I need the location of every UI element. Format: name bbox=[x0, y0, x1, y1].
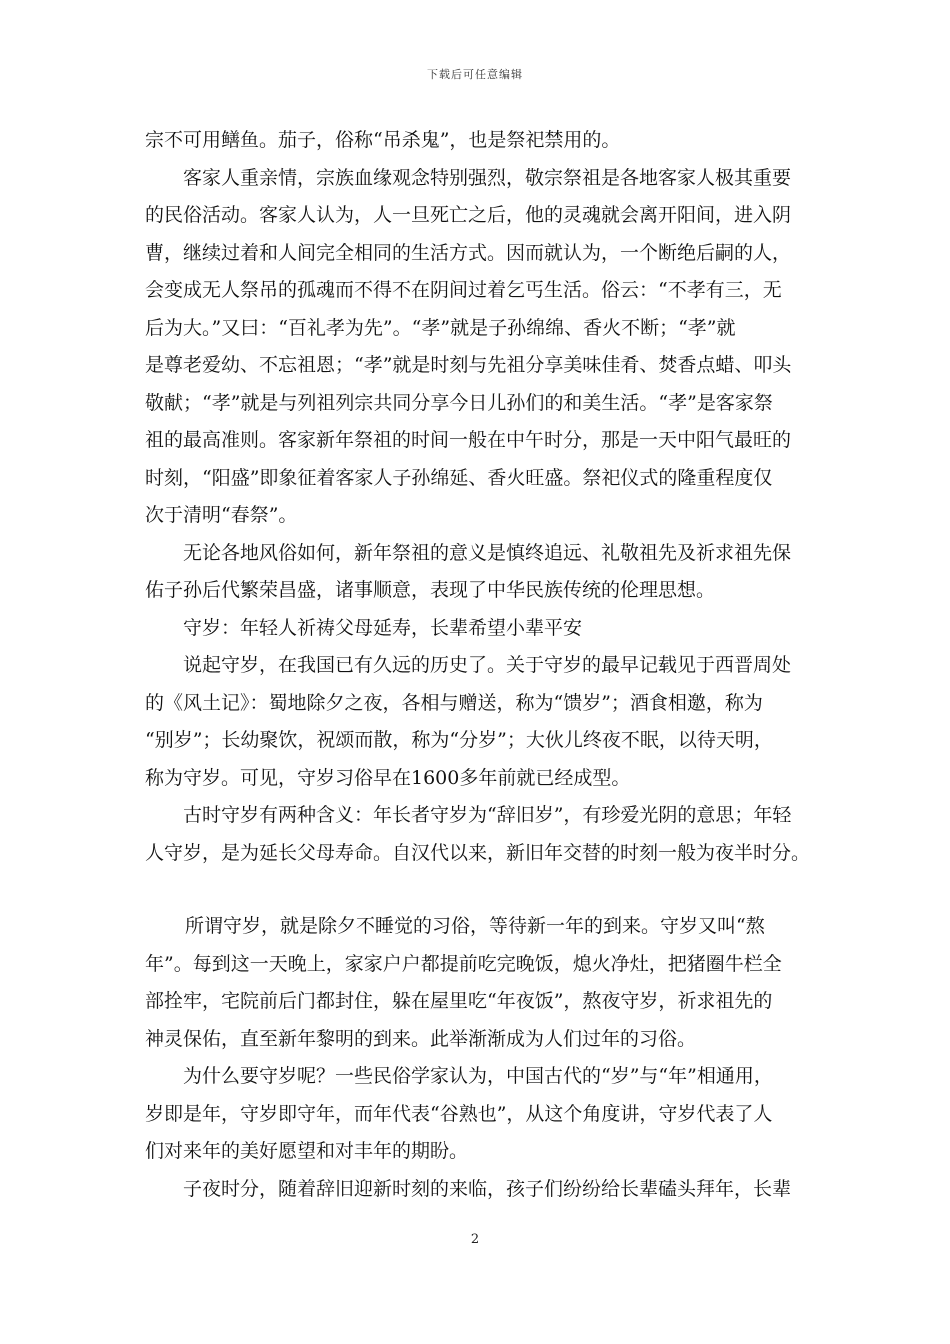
text-line: 是尊老爱幼、不忘祖恩；“孝”就是时刻与先祖分享美味佳肴、焚香点蜡、叩头 bbox=[145, 354, 792, 376]
paragraph bbox=[145, 535, 813, 610]
text-line: 宗不可用鳝鱼。茄子，俗称“吊杀鬼”，也是祭祀禁用的。 bbox=[145, 129, 621, 151]
text-line: 无论各地风俗如何，新年祭祖的意义是慎终追远、礼敬祖先及祈求祖先保 bbox=[183, 541, 792, 564]
page-number: 2 bbox=[470, 1232, 480, 1247]
section-heading: 守岁：年轻人祈祷父母延寿，长辈希望小辈平安 bbox=[183, 616, 583, 639]
text-line: 人守岁，是为延长父母寿命。自汉代以来，新旧年交替的时刻一般为夜半时分。 bbox=[145, 841, 811, 864]
text-line: 佑子孙后代繁荣昌盛，诸事顺意，表现了中华民族传统的伦理思想。 bbox=[145, 579, 716, 601]
text-line: 为什么要守岁呢？一些民俗学家认为，中国古代的“岁”与“年”相通用， bbox=[183, 1065, 773, 1087]
document-body bbox=[145, 122, 813, 1208]
text-line: 称为守岁。可见，守岁习俗早在1600多年前就已经成型。 bbox=[145, 766, 631, 789]
paragraph bbox=[145, 1058, 813, 1171]
text-line: 说起守岁，在我国已有久远的历史了。关于守岁的最早记载见于西晋周处 bbox=[183, 654, 792, 676]
text-line: 会变成无人祭吊的孤魂而不得不在阴间过着乞丐生活。俗云：“不孝有三，无 bbox=[145, 279, 782, 301]
text-line: 子夜时分，随着辞旧迎新时刻的来临，孩子们纷纷给长辈磕头拜年，长辈 bbox=[183, 1177, 792, 1200]
text-line: 所谓守岁，就是除夕不睡觉的习俗，等待新一年的到来。守岁又叫“熬 bbox=[185, 915, 765, 937]
text-line: 次于清明“春祭”。 bbox=[145, 504, 298, 526]
paragraph bbox=[145, 908, 813, 1058]
text-line: 曹，继续过着和人间完全相同的生活方式。因而就认为，一个断绝后嗣的人， bbox=[145, 241, 792, 264]
paragraph bbox=[145, 122, 813, 160]
text-line: 们对来年的美好愿望和对丰年的期盼。 bbox=[145, 1140, 469, 1162]
text-line: 岁即是年，守岁即守年，而年代表“谷熟也”，从这个角度讲，守岁代表了人 bbox=[145, 1102, 773, 1125]
text-line: 后为大。”又曰：“百礼孝为先”。“孝”就是子孙绵绵、香火不断；“孝”就 bbox=[145, 316, 736, 339]
text-line: 的民俗活动。客家人认为，人一旦死亡之后，他的灵魂就会离开阳间，进入阴 bbox=[145, 204, 792, 226]
text-line: 古时守岁有两种含义：年长者守岁为“辞旧岁”，有珍爱光阴的意思；年轻 bbox=[183, 804, 792, 826]
text-line: 的《风土记》：蜀地除夕之夜，各相与赠送，称为“馈岁”；酒食相邀，称为 bbox=[145, 691, 763, 714]
page-header: 下载后可任意编辑 bbox=[427, 68, 523, 81]
text-line: 客家人重亲情，宗族血缘观念特别强烈，敬宗祭祖是各地客家人极其重要 bbox=[183, 166, 792, 189]
paragraph bbox=[145, 797, 813, 872]
text-line: 部拴牢，宅院前后门都封住，躲在屋里吃“年夜饭”，熬夜守岁，祈求祖先的 bbox=[145, 990, 773, 1012]
text-line: 敬献；“孝”就是与列祖列宗共同分享今日儿孙们的和美生活。“孝”是客家祭 bbox=[145, 391, 773, 414]
paragraph bbox=[145, 647, 813, 797]
text-line: 时刻，“阳盛”即象征着客家人子孙绵延、香火旺盛。祭祀仪式的隆重程度仅 bbox=[145, 466, 773, 489]
text-line: 神灵保佑，直至新年黎明的到来。此举渐渐成为人们过年的习俗。 bbox=[145, 1027, 697, 1050]
text-line: “别岁”；长幼聚饮，祝颂而散，称为“分岁”；大伙儿终夜不眠，以待天明， bbox=[145, 729, 773, 751]
text-line: 年”。每到这一天晚上，家家户户都提前吃完晚饭，熄火净灶，把猪圈牛栏全 bbox=[145, 952, 782, 975]
blank-line bbox=[145, 872, 813, 908]
paragraph bbox=[145, 160, 813, 535]
paragraph bbox=[145, 1171, 813, 1209]
text-line: 祖的最高准则。客家新年祭祖的时间一般在中午时分，那是一天中阳气最旺的 bbox=[145, 429, 792, 451]
